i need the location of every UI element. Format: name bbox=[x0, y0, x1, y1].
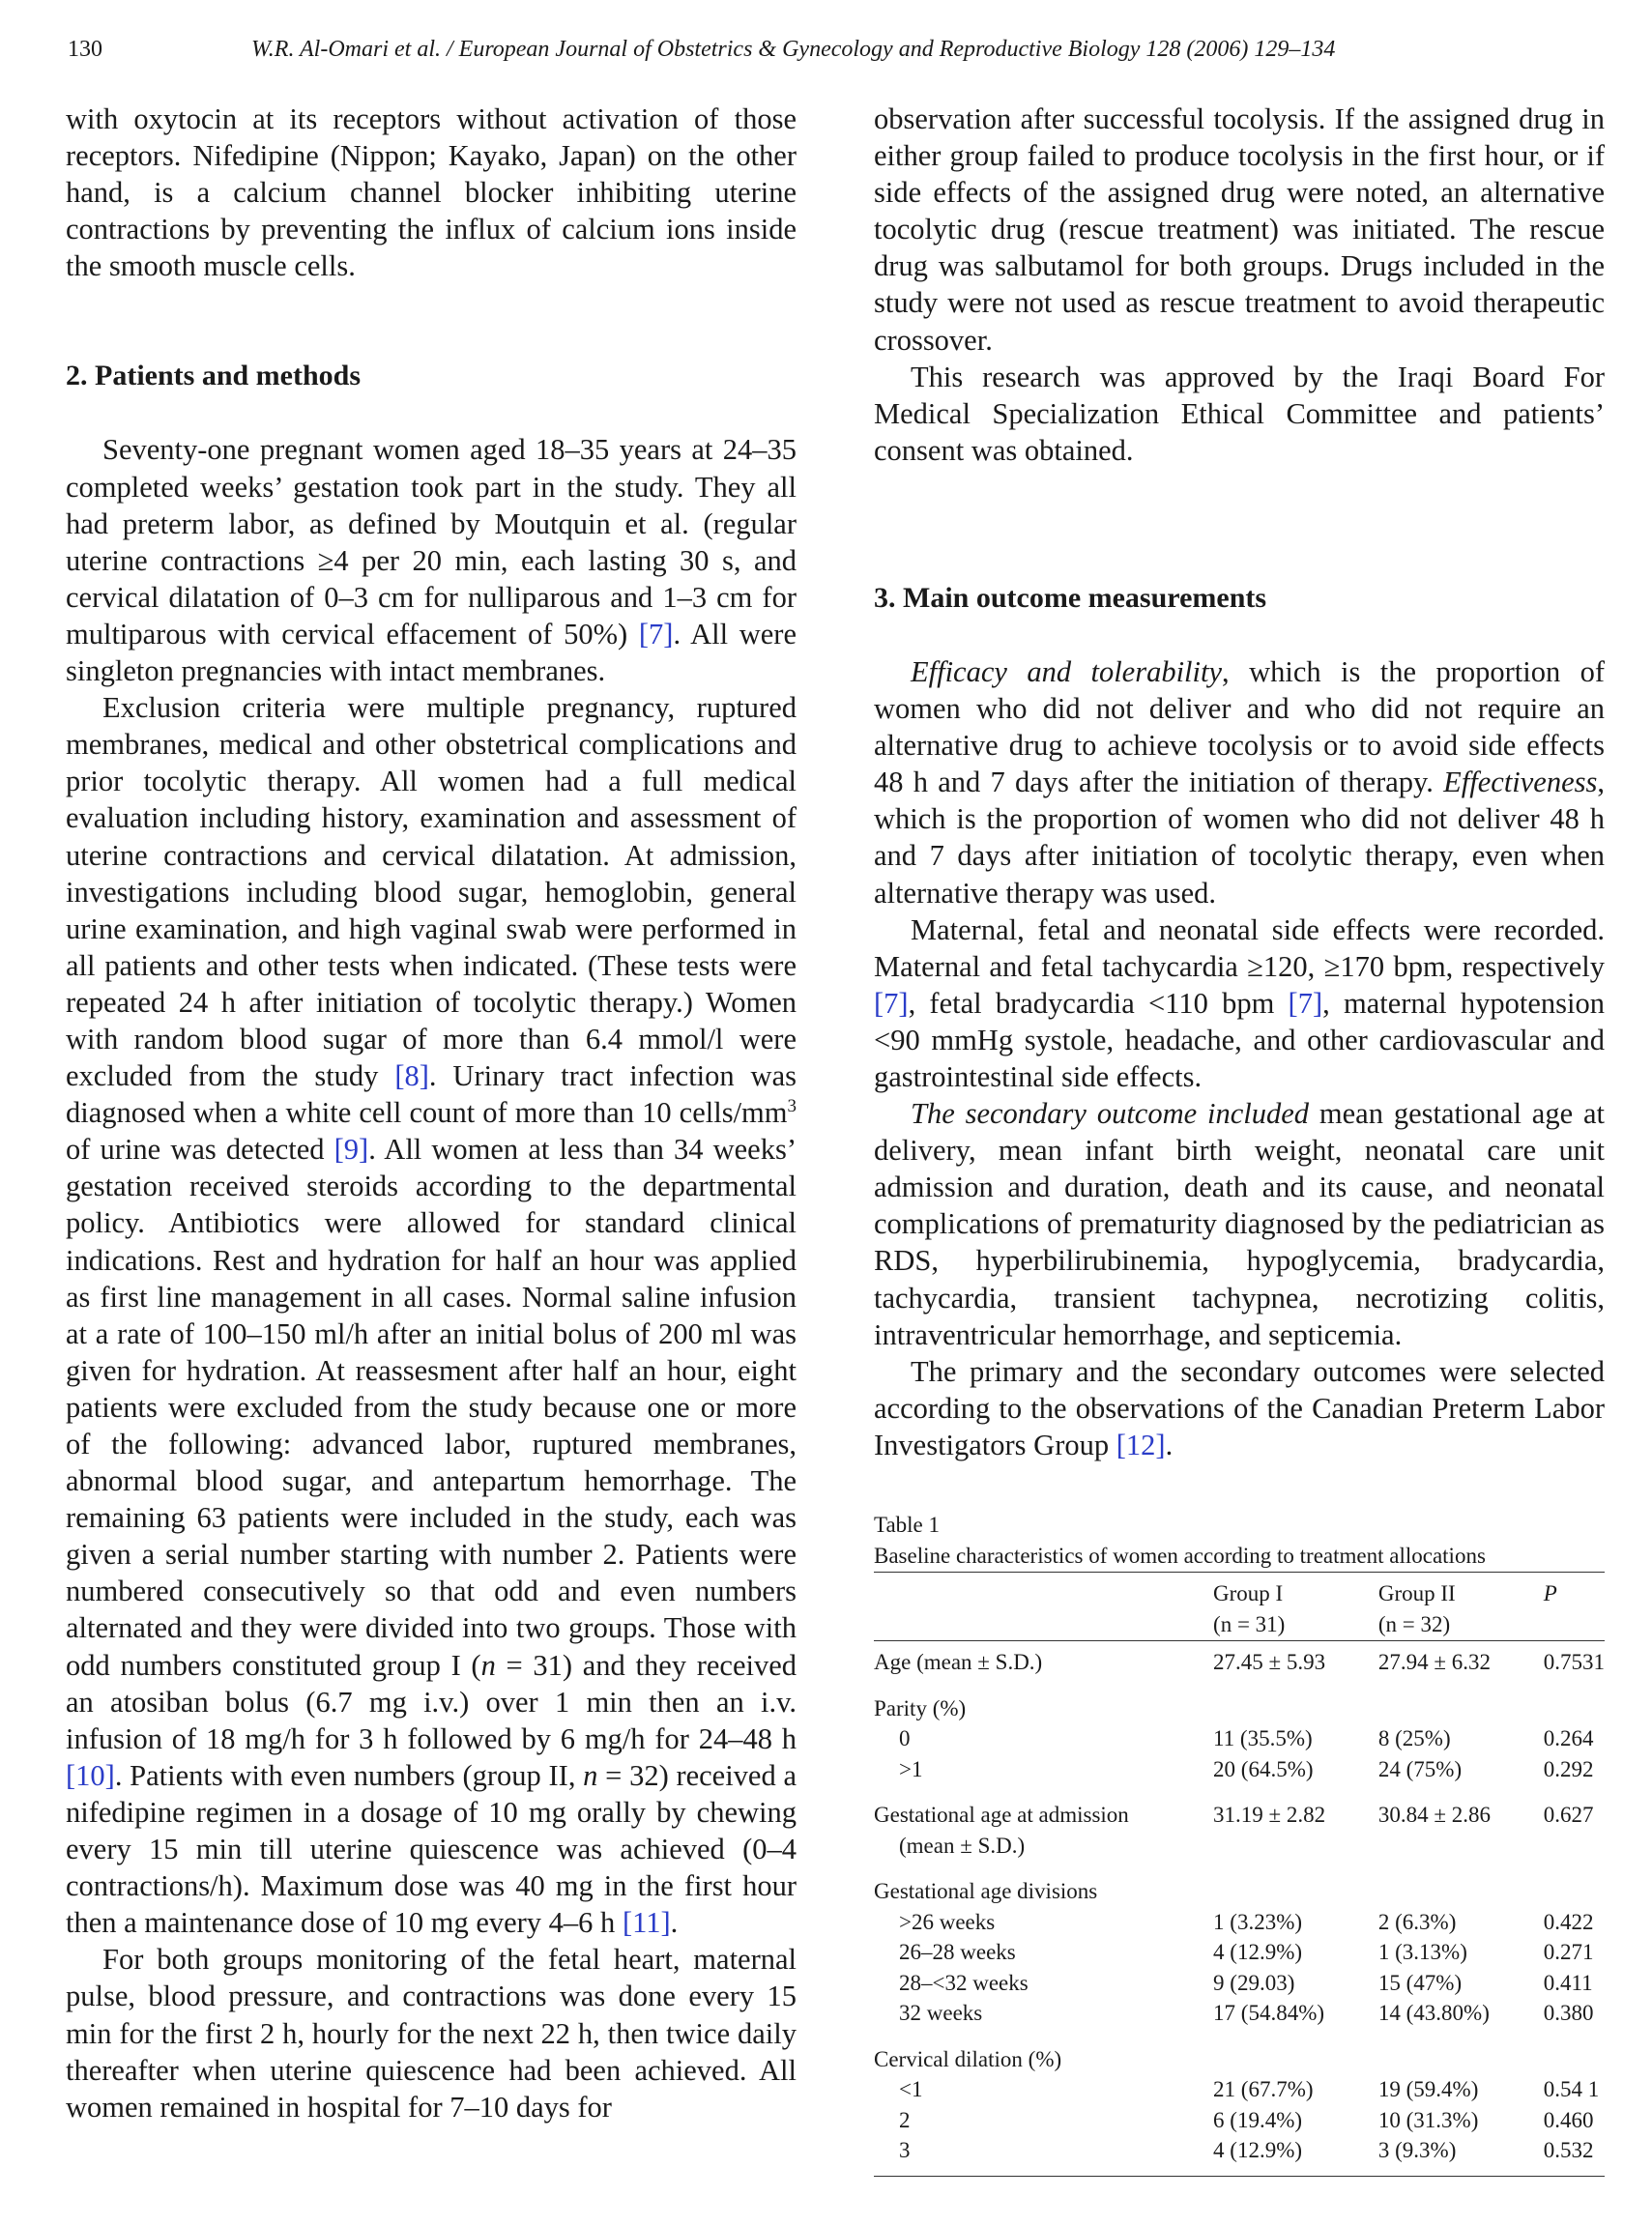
table-cell: 0.292 bbox=[1543, 1756, 1594, 1781]
table-cell: 27.45 ± 5.93 bbox=[1213, 1650, 1326, 1674]
table-cell: 0.627 bbox=[1543, 1803, 1594, 1827]
header-cell bbox=[1378, 1573, 1544, 1641]
row-label: >1 bbox=[899, 1756, 923, 1781]
table-cell: 10 (31.3%) bbox=[1377, 2107, 1479, 2132]
italic-term: Efficacy and tolerability bbox=[911, 654, 1223, 688]
citation-link[interactable]: [12] bbox=[1116, 1428, 1166, 1461]
table-cell: 0.271 bbox=[1543, 1940, 1594, 1964]
baseline-table bbox=[874, 1572, 1605, 2177]
table-cell: 20 (64.5%) bbox=[1213, 1756, 1314, 1781]
column-header: P bbox=[1543, 1581, 1557, 1605]
row-group-label: Cervical dilation (%) bbox=[874, 2046, 1062, 2071]
table-cell: 30.84 ± 2.86 bbox=[1377, 1803, 1491, 1827]
citation-link[interactable]: [10] bbox=[66, 1758, 115, 1792]
text: . bbox=[670, 1906, 679, 1940]
text: , which is the proportion of women who did not deliver 48 h and 7 days after initiation of tocolytic therapy, even when alternative therapy was used. bbox=[874, 766, 1605, 910]
row-group-label: Gestational age divisions bbox=[874, 1879, 1098, 1903]
table-cell: 0.380 bbox=[1543, 2001, 1594, 2025]
table-row bbox=[874, 1937, 1605, 1968]
table-cell: 1 (3.13%) bbox=[1377, 1940, 1467, 1964]
text: Exclusion criteria were multiple pregnancy, ruptured membranes, medical and other obstetrical complications and prior tocolytic therapy. All women had a full medical evaluation including history, examination and assessment of uterine contractions and cervical dilatation. At admission, investigations including blood sugar, hemoglobin, general urine examination, and high vaginal swab were performed in all patients and other tests when indicated. (These tests were repeated 24 h after initiation of tocolytic therapy.) Women with random blood sugar of more than 6.4 mmol/l were excluded from the study bbox=[66, 691, 797, 1093]
citation-link[interactable]: [7] bbox=[874, 986, 909, 1020]
row-label: 28–<32 weeks bbox=[899, 1970, 1029, 1995]
row-label-line: (mean ± S.D.) bbox=[899, 1833, 1026, 1858]
table-row bbox=[874, 1907, 1605, 1938]
text: mean gestational age at delivery, mean infant birth weight, neonatal care unit admission and duration, death and its cause, and neonatal complications of prematurity diagnosed by the pediatrician as RDS, hyperbilirubinemia, hypoglycemia, bradycardia, tachycardia, transient tachypnea, necrotizing colitis, intraventricular hemorrhage, and septicemia. bbox=[874, 1097, 1606, 1351]
text: , which is the proportion of women who did not deliver and who did not require an alternative drug to achieve tocolysis or to avoid side effects 48 h and 7 days after the initiation of therapy. bbox=[874, 654, 1606, 799]
text: . All were singleton pregnancies with intact membranes. bbox=[66, 617, 797, 688]
table-row bbox=[874, 1723, 1605, 1754]
table-cell: 8 (25%) bbox=[1377, 1726, 1451, 1750]
text: . Urinary tract infection was diagnosed when a white cell count of more than 10 cells/mm bbox=[66, 1059, 797, 1130]
row-label: 32 weeks bbox=[899, 2001, 983, 2025]
paragraph bbox=[874, 1095, 1605, 1353]
header-cell bbox=[1213, 1573, 1378, 1641]
variable-n: n bbox=[480, 1648, 496, 1682]
table-1 bbox=[874, 1510, 1605, 2177]
row-label: <1 bbox=[899, 2077, 923, 2101]
header-cell bbox=[874, 1573, 1213, 1641]
paragraph bbox=[874, 1353, 1605, 1463]
table-row bbox=[874, 1998, 1605, 2029]
row-label: Age (mean ± S.D.) bbox=[874, 1650, 1043, 1674]
citation-link[interactable]: [11] bbox=[622, 1906, 671, 1940]
table-cell: 0.7531 bbox=[1543, 1650, 1605, 1674]
citation-link[interactable]: [7] bbox=[638, 617, 674, 650]
section-heading: 3. Main outcome measurements bbox=[874, 581, 1267, 614]
left-column bbox=[66, 101, 797, 2125]
table-cell: 0.54 1 bbox=[1543, 2077, 1600, 2101]
text: = 32) received a nifedipine regimen in a dosage of 10 mg orally by chewing every 15 min till uterine quiescence was achieved (0–4 contractions/h). Maximum dose was 40 mg in the first hour then a maintenance dose of 10 mg every 4–6 h bbox=[66, 1758, 797, 1940]
citation-link[interactable]: [9] bbox=[333, 1133, 369, 1167]
row-label: 0 bbox=[899, 1726, 911, 1750]
table-caption: Baseline characteristics of women according to treatment allocations bbox=[874, 1544, 1486, 1568]
right-column bbox=[874, 101, 1605, 2177]
paragraph: This research was approved by the Iraqi Board For Medical Specialization Ethical Committee and patients’ consent was obtained. bbox=[874, 360, 1605, 467]
table-row bbox=[874, 2105, 1605, 2136]
table-cell: 3 (9.3%) bbox=[1377, 2138, 1457, 2162]
table-row bbox=[874, 1876, 1605, 1907]
text: , fetal bradycardia <110 bpm bbox=[908, 986, 1289, 1020]
text: , maternal hypotension <90 mmHg systole, headache, and other cardiovascular and gastrointestinal side effects. bbox=[874, 986, 1605, 1093]
row-label-line: Gestational age at admission bbox=[874, 1803, 1129, 1827]
text: . bbox=[1165, 1428, 1174, 1461]
table-cell: 14 (43.80%) bbox=[1377, 2001, 1490, 2025]
table-row bbox=[874, 2044, 1605, 2075]
text: . Patients with even numbers (group II, bbox=[114, 1758, 584, 1792]
paragraph bbox=[66, 689, 797, 1941]
table-cell: 24 (75%) bbox=[1377, 1756, 1463, 1781]
table-row bbox=[874, 1693, 1605, 1724]
table-row bbox=[874, 1800, 1605, 1861]
text: Seventy-one pregnant women aged 18–35 years at 24–35 completed weeks’ gestation took part in the study. They all had preterm labor, as defined by Moutquin et al. (regular uterine contractions ≥4 per 20 min, each lasting 30 s, and cervical dilatation of 0–3 cm for nulliparous and 1–3 cm for multiparous with cervical effacement of 50%) bbox=[66, 433, 797, 650]
table-row bbox=[874, 2074, 1605, 2105]
text: The primary and the secondary outcomes were selected according to the observations of the Canadian Preterm Labor Investigators Group bbox=[874, 1354, 1605, 1461]
table-cell: 15 (47%) bbox=[1377, 1970, 1463, 1995]
paragraph bbox=[66, 431, 797, 689]
table-cell: 2 (6.3%) bbox=[1377, 1909, 1457, 1934]
page-number: 130 bbox=[68, 37, 102, 62]
table-cell: 0.532 bbox=[1543, 2138, 1594, 2162]
text: of urine was detected bbox=[66, 1133, 334, 1167]
paragraph: For both groups monitoring of the fetal heart, maternal pulse, blood pressure, and contractions was done every 15 min for the first 2 h, hourly for the next 22 h, then twice daily thereafter when uterine quiescence had been achieved. All women remained in hospital for 7–10 days for bbox=[66, 1943, 797, 2124]
table-cell: 31.19 ± 2.82 bbox=[1213, 1803, 1326, 1827]
table-row bbox=[874, 2135, 1605, 2166]
table-row bbox=[874, 1968, 1605, 1999]
table-cell: 19 (59.4%) bbox=[1377, 2077, 1479, 2101]
table-row bbox=[874, 1754, 1605, 1785]
row-label: 2 bbox=[899, 2107, 911, 2132]
table-cell: 4 (12.9%) bbox=[1213, 1940, 1303, 1964]
paragraph bbox=[874, 911, 1605, 1095]
text: = 31) and they received an atosiban bolus (6.7 mg i.v.) over 1 min then an i.v. infusion of 18 mg/h for 3 h followed by 6 mg/h for 24–48 h bbox=[66, 1648, 797, 1755]
table-cell: 0.264 bbox=[1543, 1726, 1594, 1750]
table-cell: 17 (54.84%) bbox=[1213, 2001, 1325, 2025]
paragraph: observation after successful tocolysis. If the assigned drug in either group failed to produce tocolysis in the first hour, or if side effects of the assigned drug were noted, an alternative tocolytic drug (rescue treatment) was initiated. The rescue drug was salbutamol for both groups. Drugs included in the study were not used as rescue treatment to avoid therapeutic crossover. bbox=[874, 102, 1605, 357]
italic-term: The secondary outcome included bbox=[911, 1097, 1310, 1131]
table-cell: 0.460 bbox=[1543, 2107, 1594, 2132]
row-group-label: Parity (%) bbox=[874, 1695, 967, 1720]
table-cell: 21 (67.7%) bbox=[1213, 2077, 1314, 2101]
text: . All women at less than 34 weeks’ gestation received steroids according to the departmental policy. Antibiotics were allowed for standard clinical indications. Rest and hydration for half an hour was applied as first line management in all cases. Normal saline infusion at a rate of 100–150 ml/h after an initial bolus of 200 ml was given for hydration. At reassesment after half an hour, eight patients were excluded from the study because one or more of the following: advanced labor, ruptured membranes, abnormal blood sugar, and antepartum hemorrhage. The remaining 63 patients were included in the study, each was given a serial number starting with number 2. Patients were numbered consecutively so that odd and even numbers alternated and they were divided into two groups. Those with odd numbers constituted group I ( bbox=[66, 1133, 797, 1682]
row-label: 26–28 weeks bbox=[899, 1940, 1016, 1964]
section-heading: 2. Patients and methods bbox=[66, 360, 362, 392]
column-header: Group I bbox=[1213, 1581, 1284, 1605]
italic-term: Effectiveness bbox=[1443, 766, 1598, 799]
table-cell: 0.411 bbox=[1543, 1970, 1593, 1995]
column-subheader: (n = 31) bbox=[1213, 1612, 1286, 1636]
column-subheader: (n = 32) bbox=[1377, 1612, 1451, 1636]
citation-link[interactable]: [8] bbox=[394, 1059, 429, 1093]
text: Maternal, fetal and neonatal side effects were recorded. Maternal and fetal tachycardia ≥120, ≥170 bpm, respectively bbox=[874, 912, 1605, 983]
table-header-row bbox=[874, 1573, 1605, 1641]
row-label: 3 bbox=[899, 2138, 911, 2162]
row-label bbox=[874, 1800, 1213, 1861]
table-cell: 1 (3.23%) bbox=[1213, 1909, 1303, 1934]
running-title: W.R. Al-Omari et al. / European Journal of Obstetrics & Gynecology and Reproductive Biology 128 (2006) 129–134 bbox=[251, 37, 1336, 62]
table-cell: 11 (35.5%) bbox=[1213, 1726, 1313, 1750]
paragraph bbox=[874, 653, 1605, 911]
table-cell: 0.422 bbox=[1543, 1909, 1594, 1934]
column-header: Group II bbox=[1377, 1581, 1456, 1605]
table-cell: 4 (12.9%) bbox=[1213, 2138, 1303, 2162]
row-label: >26 weeks bbox=[899, 1909, 996, 1934]
table-cell: 6 (19.4%) bbox=[1213, 2107, 1303, 2132]
superscript: 3 bbox=[787, 1096, 797, 1116]
table-cell: 9 (29.03) bbox=[1213, 1970, 1295, 1995]
table-label: Table 1 bbox=[874, 1513, 941, 1537]
paragraph: with oxytocin at its receptors without activation of those receptors. Nifedipine (Nippon; Kayako, Japan) on the other hand, is a calcium channel blocker inhibiting uterine contractions by preventing the influx of calcium ions inside the smooth muscle cells. bbox=[66, 102, 797, 283]
citation-link[interactable]: [7] bbox=[1288, 986, 1323, 1020]
table-cell: 27.94 ± 6.32 bbox=[1377, 1650, 1491, 1674]
header-cell bbox=[1544, 1573, 1605, 1641]
page-header bbox=[68, 37, 1488, 72]
table-row bbox=[874, 1647, 1605, 1678]
variable-n: n bbox=[583, 1758, 598, 1792]
